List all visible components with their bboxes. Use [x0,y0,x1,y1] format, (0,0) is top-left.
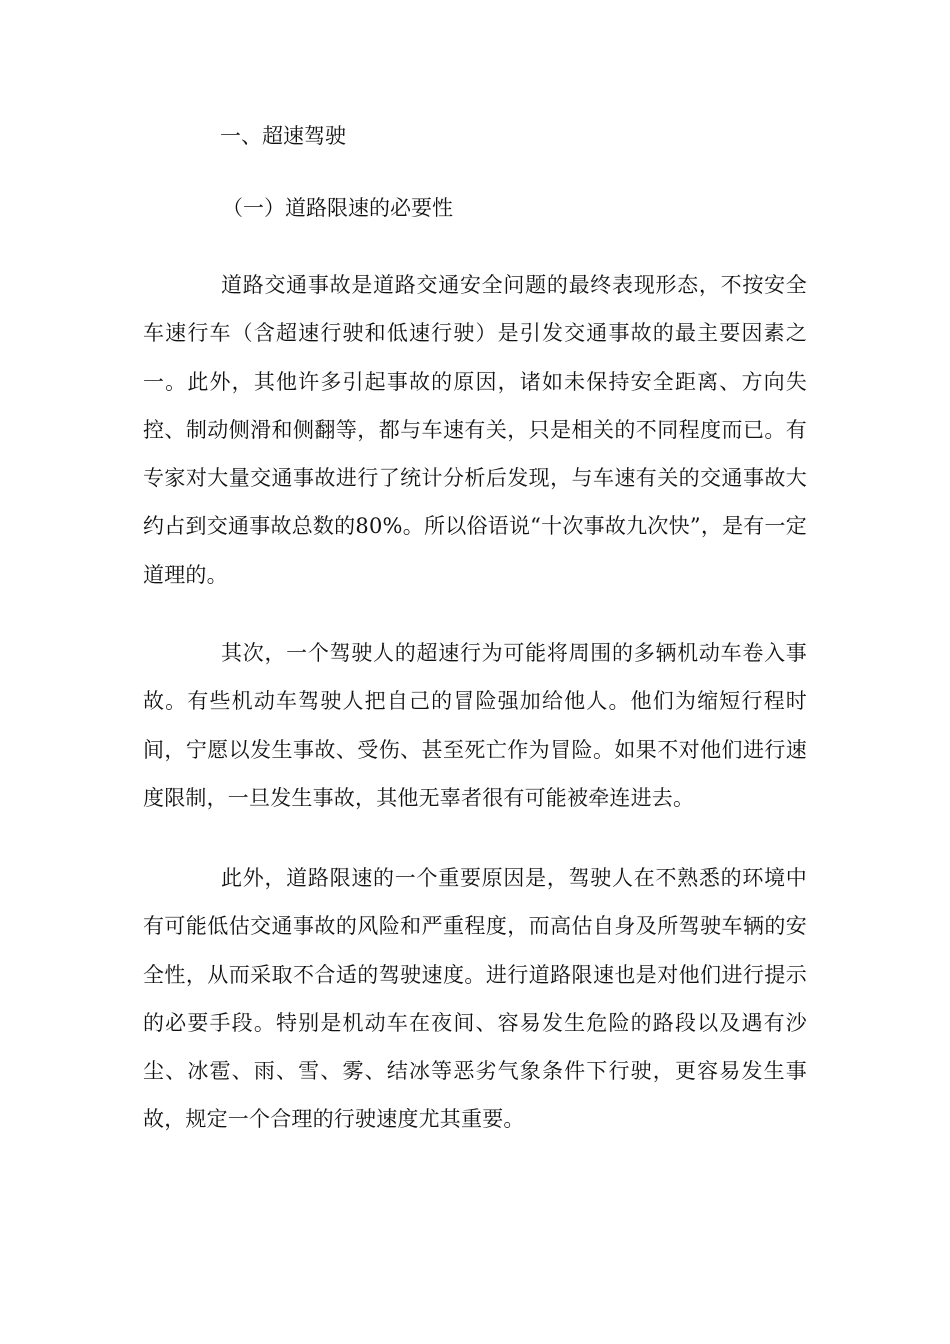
paragraph-1: 道路交通事故是道路交通安全问题的最终表现形态，不按安全车速行车（含超速行驶和低速行驶）是引发交通事故的最主要因素之一。此外，其他许多引起事故的原因，诸如未保持安全距离、方向失控、制动侧滑和侧翻等，都与车速有关，只是相关的不同程度而已。有专家对大量交通事故进行了统计分析后发现，与车速有关的交通事故大约占到交通事故总数的80%。所以俗语说“十次事故九次快”，是有一定道理的。 [143,273,807,587]
section-heading: 一、超速驾驶 [220,124,346,148]
paragraph-2: 其次，一个驾驶人的超速行为可能将周围的多辆机动车卷入事故。有些机动车驾驶人把自己的冒险强加给他人。他们为缩短行程时间，宁愿以发生事故、受伤、甚至死亡作为冒险。如果不对他们进行速度限制，一旦发生事故，其他无辜者很有可能被牵连进去。 [143,641,807,810]
subsection-heading: （一）道路限速的必要性 [222,196,453,220]
paragraph-3: 此外，道路限速的一个重要原因是，驾驶人在不熟悉的环境中有可能低估交通事故的风险和严重程度，而高估自身及所驾驶车辆的安全性，从而采取不合适的驾驶速度。进行道路限速也是对他们进行提示的必要手段。特别是机动车在夜间、容易发生危险的路段以及遇有沙尘、冰雹、雨、雪、雾、结冰等恶劣气象条件下行驶，更容易发生事故，规定一个合理的行驶速度尤其重要。 [143,866,807,1132]
